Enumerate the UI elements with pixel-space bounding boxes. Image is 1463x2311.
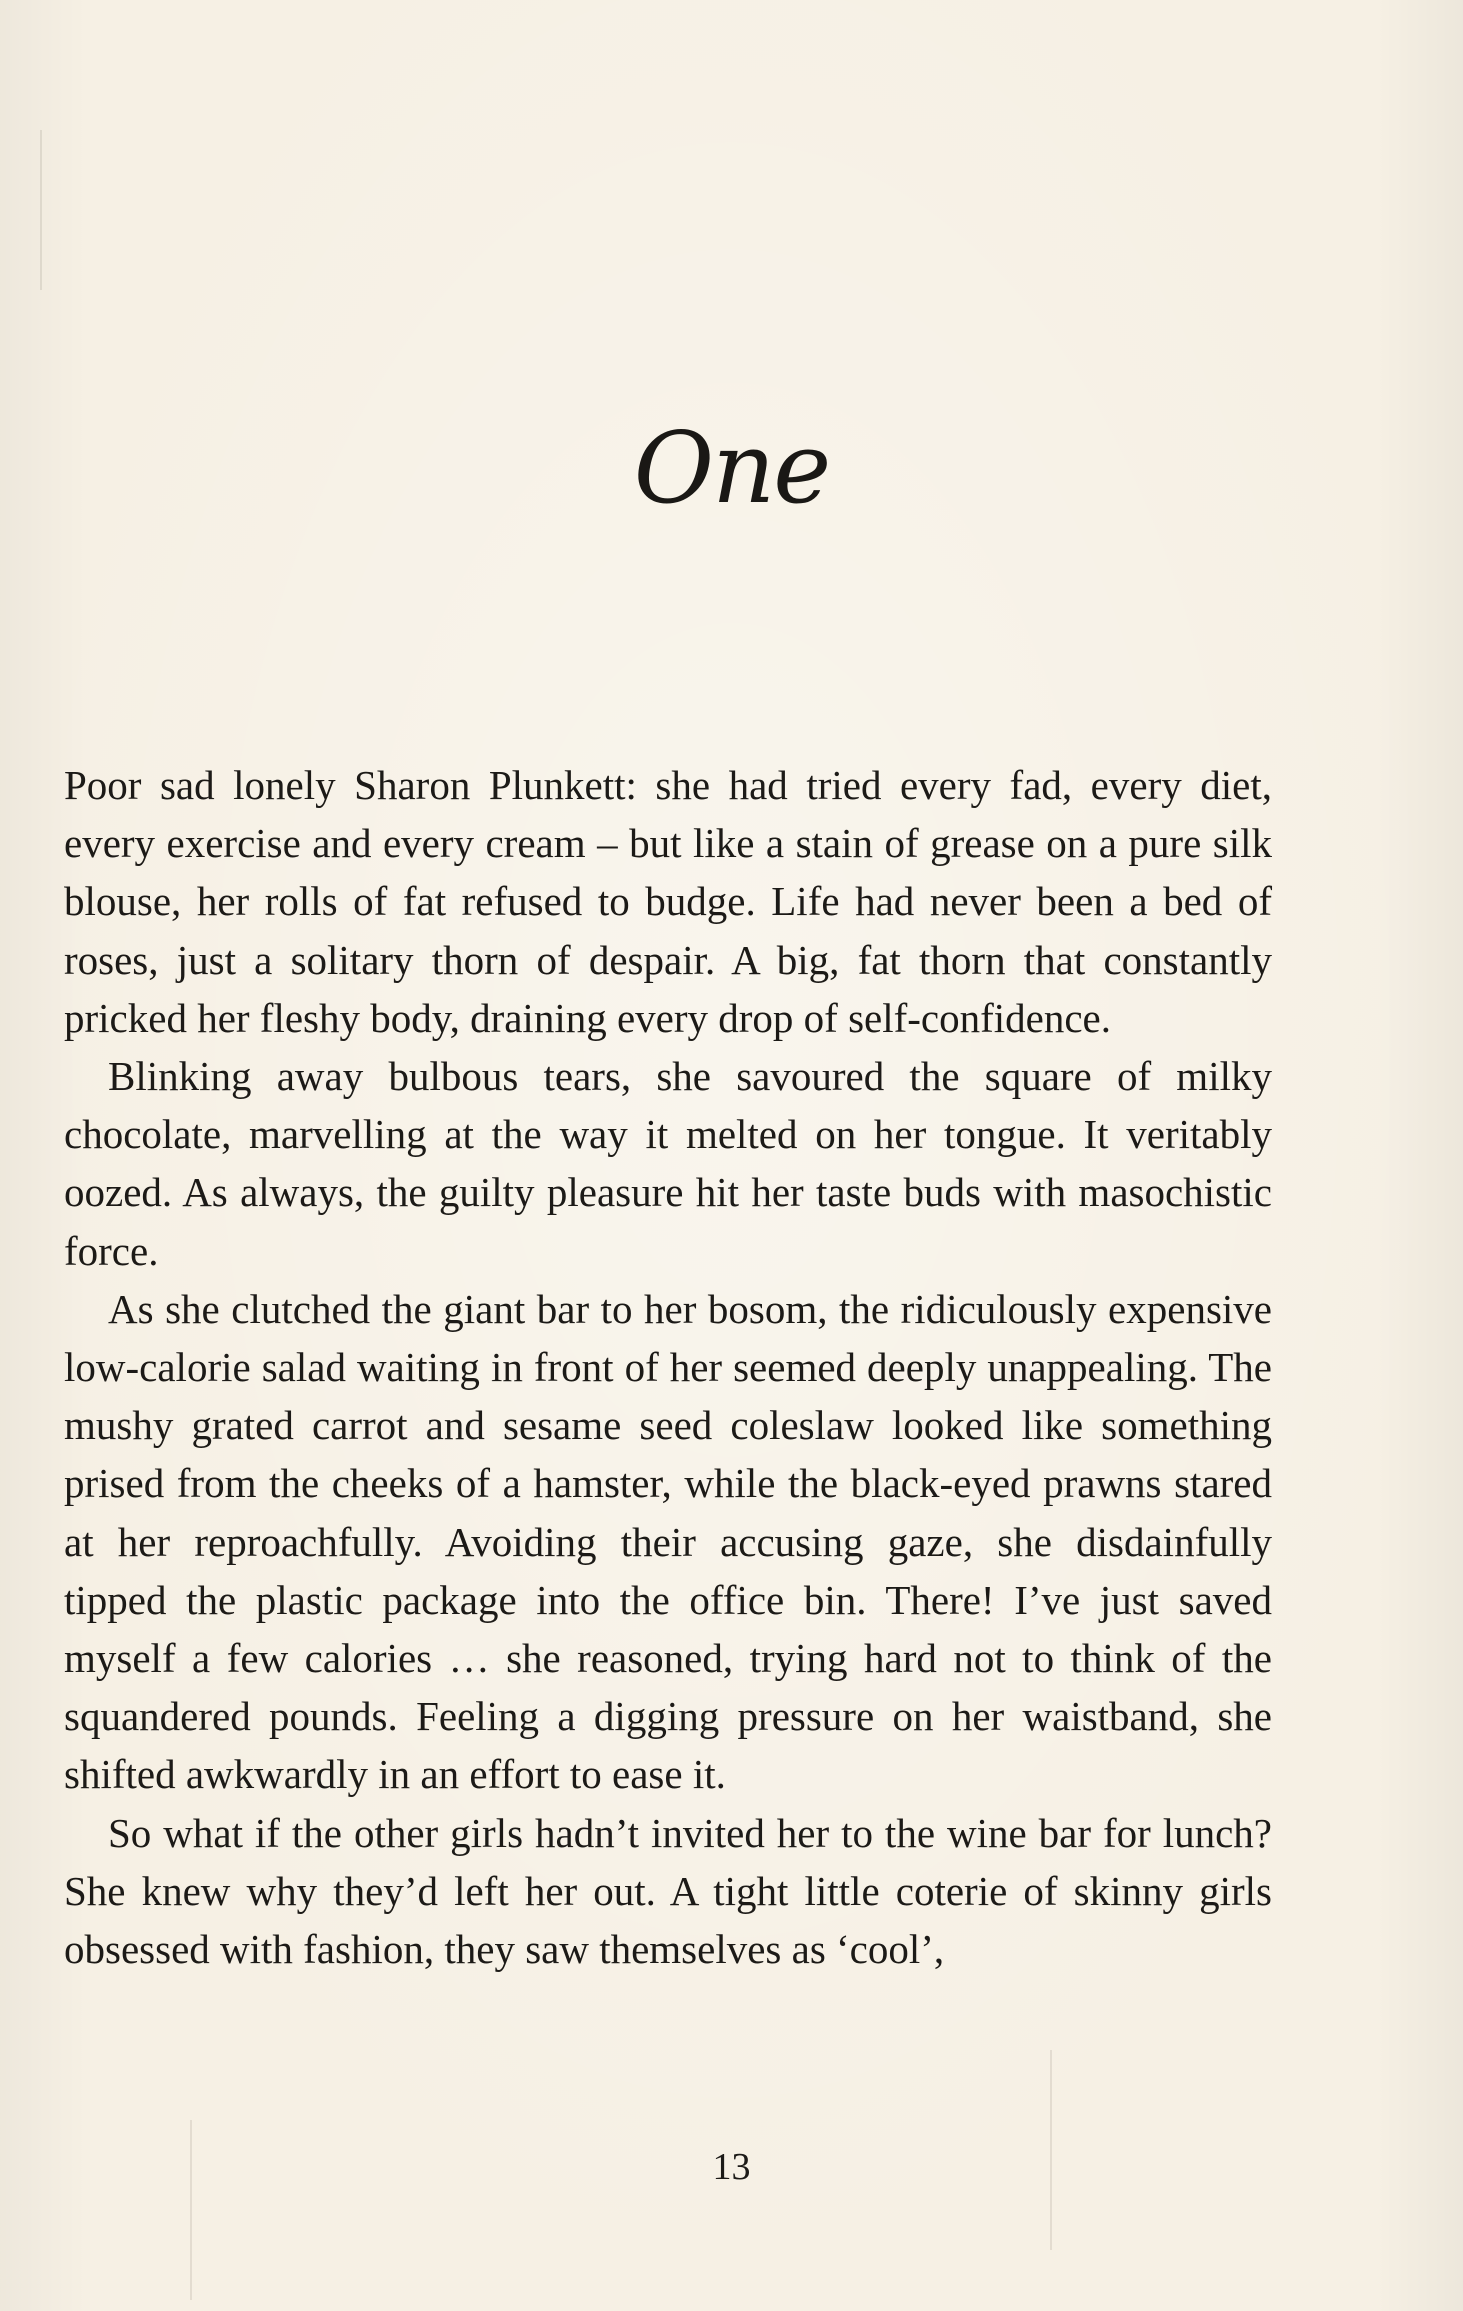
paragraph: Poor sad lonely Sharon Plunkett: she had tried every fad, every diet, every exercise and every cream – but like a stain of grease on a pure silk blouse, her rolls of fat refused to budge. Life had never been a bed of roses, just a solitary thorn of despair. A big, fat thorn that constantly pricked her fleshy body, draining every drop of self-confidence. — [64, 762, 1272, 1041]
chapter-body — [64, 756, 1272, 1978]
paragraph: Blinking away bulbous tears, she savoured the square of milky chocolate, marvelling at the way it melted on her tongue. It veritably oozed. As always, the guilty pleasure hit her taste buds with masochistic force. — [64, 1053, 1272, 1274]
scan-artifact-line — [190, 2120, 192, 2300]
chapter-title: One — [633, 412, 830, 526]
page-number: 13 — [712, 2146, 751, 2188]
paragraph: So what if the other girls hadn’t invited her to the wine bar for lunch? She knew why they’d left her out. A tight little coterie of skinny girls obsessed with fashion, they saw themselves as ‘cool’, — [64, 1809, 1272, 1973]
scan-artifact-line — [40, 130, 42, 290]
paragraph: As she clutched the giant bar to her bosom, the ridiculously expensive low-calorie salad waiting in front of her seemed deeply unappealing. The mushy grated carrot and sesame seed coleslaw looked like something prised from the cheeks of a hamster, while the black-eyed prawns stared at her reproachfully. Avoiding their accusing gaze, she disdainfully tipped the plastic package into the office bin. There! I’ve just saved myself a few calories … she reasoned, trying hard not to think of the squandered pounds. Feeling a digging pressure on her waistband, she shifted awkwardly in an effort to ease it. — [64, 1285, 1272, 1798]
